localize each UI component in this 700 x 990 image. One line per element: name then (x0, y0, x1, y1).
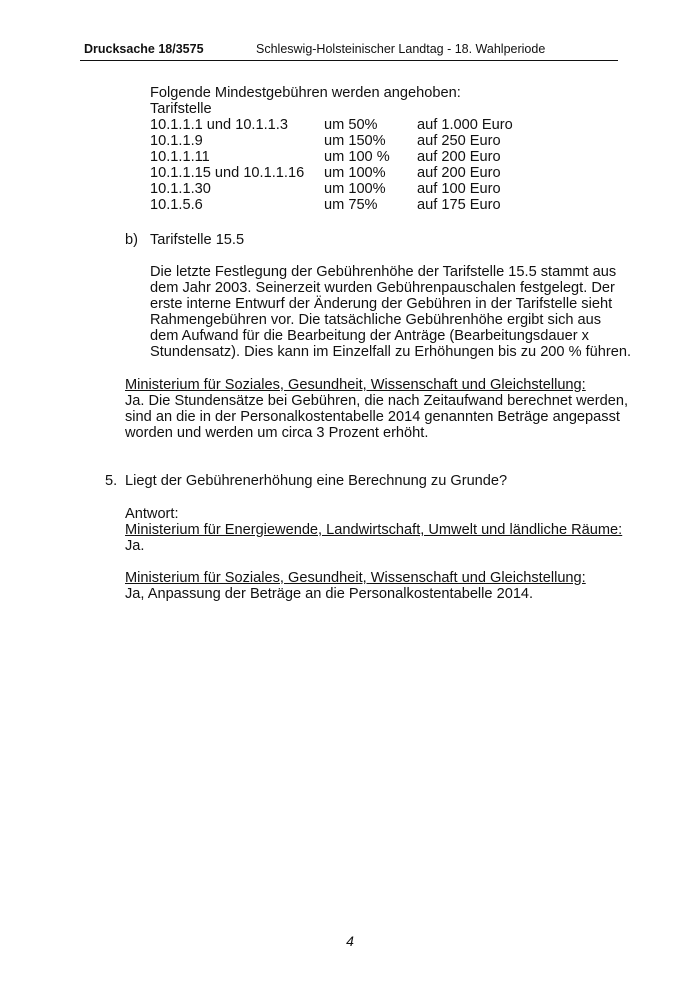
section-b-title: Tarifstelle 15.5 (150, 232, 245, 248)
section-a-intro: Folgende Mindestgebühren werden angehoben: (150, 85, 461, 101)
page-header (80, 40, 618, 61)
target-cell: auf 175 Euro (417, 197, 501, 213)
increase-cell: um 100% (324, 181, 386, 197)
tarifstelle-cell: 10.1.1.9 (150, 133, 203, 149)
target-cell: auf 250 Euro (417, 133, 501, 149)
target-cell: auf 1.000 Euro (417, 117, 513, 133)
target-cell: auf 200 Euro (417, 149, 501, 165)
document-id: Drucksache 18/3575 (84, 42, 204, 56)
page-number: 4 (346, 933, 354, 949)
increase-cell: um 50% (324, 117, 378, 133)
parliament-title: Schleswig-Holsteinischer Landtag - 18. Wahlperiode (256, 42, 546, 56)
tarifstelle-cell: 10.1.5.6 (150, 197, 203, 213)
target-cell: auf 200 Euro (417, 165, 501, 181)
answer-label: Antwort: (125, 506, 179, 522)
section-b-line: Rahmengebühren vor. Die tatsächliche Gebührenhöhe ergibt sich aus (150, 312, 602, 328)
ministry-energy-heading: Ministerium für Energiewende, Landwirtschaft, Umwelt und ländliche Räume: (125, 522, 623, 538)
section-b-line: erste interne Entwurf der Änderung der Gebühren in der Tarifstelle sieht (150, 296, 613, 312)
ministry-social-heading: Ministerium für Soziales, Gesundheit, Wissenschaft und Gleichstellung: (125, 377, 586, 393)
section-b-line: Die letzte Festlegung der Gebührenhöhe der Tarifstelle 15.5 stammt aus (150, 264, 617, 280)
table-header: Tarifstelle (150, 101, 212, 117)
ministry-social-line: sind an die in der Personalkostentabelle 2014 genannten Beträge angepasst (125, 409, 620, 425)
tarifstelle-cell: 10.1.1.15 und 10.1.1.16 (150, 165, 305, 181)
ministry-social-answer: Ja, Anpassung der Beträge an die Personalkostentabelle 2014. (125, 586, 534, 602)
section-b-line: Stundensatz). Dies kann im Einzelfall zu Erhöhungen bis zu 200 % führen. (150, 344, 632, 360)
tarifstelle-cell: 10.1.1.30 (150, 181, 211, 197)
increase-cell: um 100 % (324, 149, 390, 165)
tarifstelle-cell: 10.1.1.1 und 10.1.1.3 (150, 117, 288, 133)
ministry-social-line: Ja. Die Stundensätze bei Gebühren, die nach Zeitaufwand berechnet werden, (125, 393, 628, 409)
ministry-social-heading: Ministerium für Soziales, Gesundheit, Wissenschaft und Gleichstellung: (125, 570, 586, 586)
question-number: 5. (105, 473, 118, 489)
question-text: Liegt der Gebührenerhöhung eine Berechnung zu Grunde? (125, 473, 508, 489)
section-b-line: dem Jahr 2003. Seinerzeit wurden Gebührenpauschalen festgelegt. Der (150, 280, 615, 296)
increase-cell: um 150% (324, 133, 386, 149)
increase-cell: um 100% (324, 165, 386, 181)
ministry-energy-answer: Ja. (125, 538, 145, 554)
target-cell: auf 100 Euro (417, 181, 501, 197)
increase-cell: um 75% (324, 197, 378, 213)
section-b-line: dem Aufwand für die Bearbeitung der Anträge (Bearbeitungsdauer x (150, 328, 589, 344)
tarifstelle-cell: 10.1.1.11 (150, 149, 210, 165)
ministry-social-line: worden und werden um circa 3 Prozent erhöht. (125, 425, 429, 441)
section-b-marker: b) (125, 232, 138, 248)
